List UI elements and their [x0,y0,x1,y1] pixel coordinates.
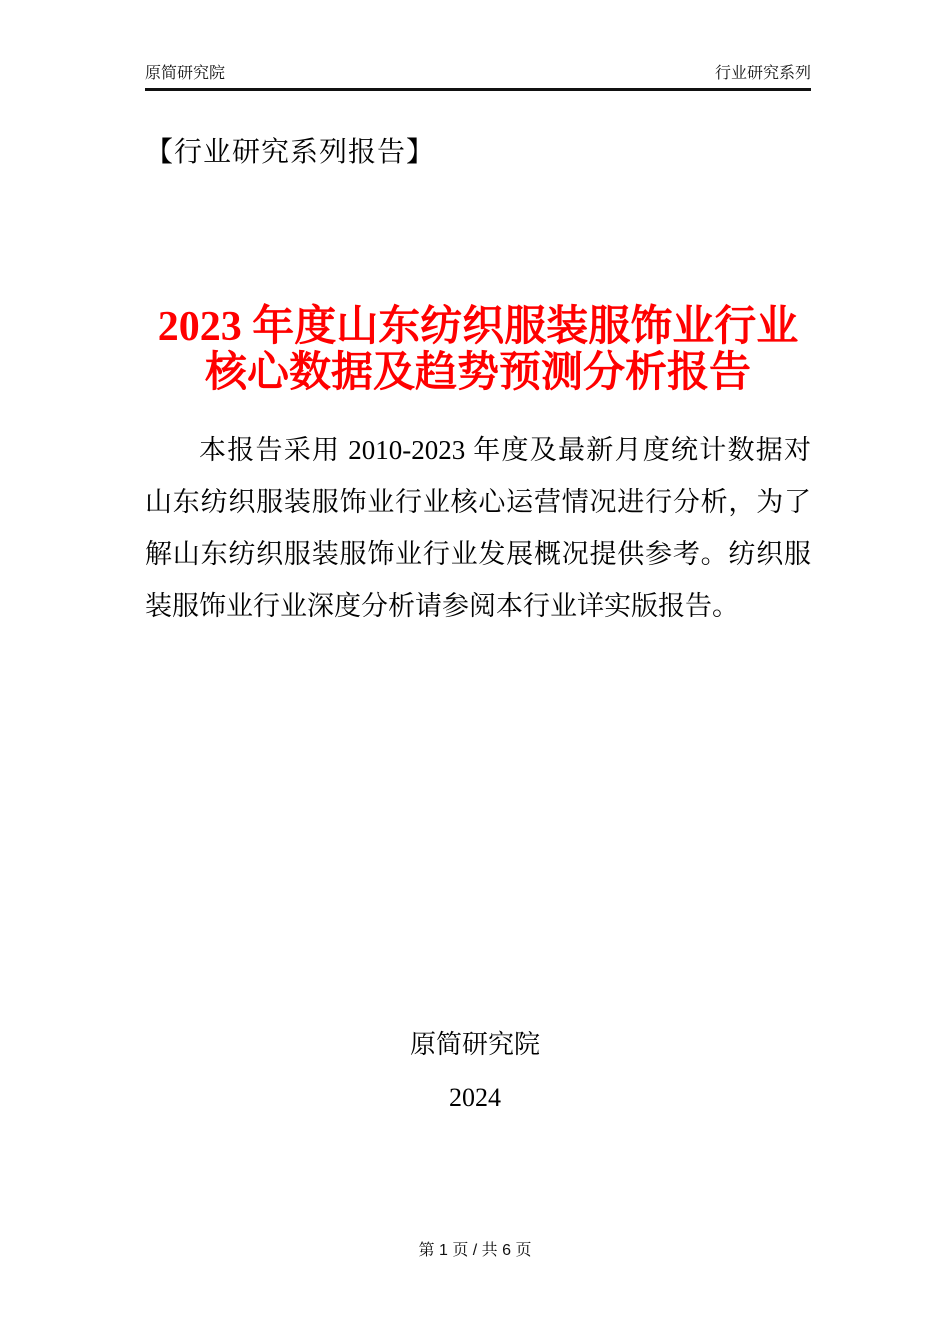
report-title-line2: 核心数据及趋势预测分析报告 [204,350,751,396]
publisher-name: 原简研究院 [409,1030,540,1059]
page-footer [0,1240,950,1262]
publication-year: 2024 [449,1083,501,1112]
series-report-heading: 【行业研究系列报告】 [145,137,436,168]
report-title [145,304,811,396]
header-publisher-label: 原简研究院 [145,65,226,82]
report-title-line1: 2023 年度山东纺织服装服饰业行业 [157,304,799,350]
report-abstract: 本报告采用 2010-2023 年度及最新月度统计数据对山东纺织服装服饰业行业核心运营情况进行分析，为了解山东纺织服装服饰业行业发展概况提供参考。纺织服装服饰业行业深度分析请参阅本行业详实版报告。 [145,435,811,621]
header-series-label: 行业研究系列 [714,65,811,82]
page-header [145,64,811,91]
page-number-indicator: 第 1 页 / 共 6 页 [418,1242,532,1259]
